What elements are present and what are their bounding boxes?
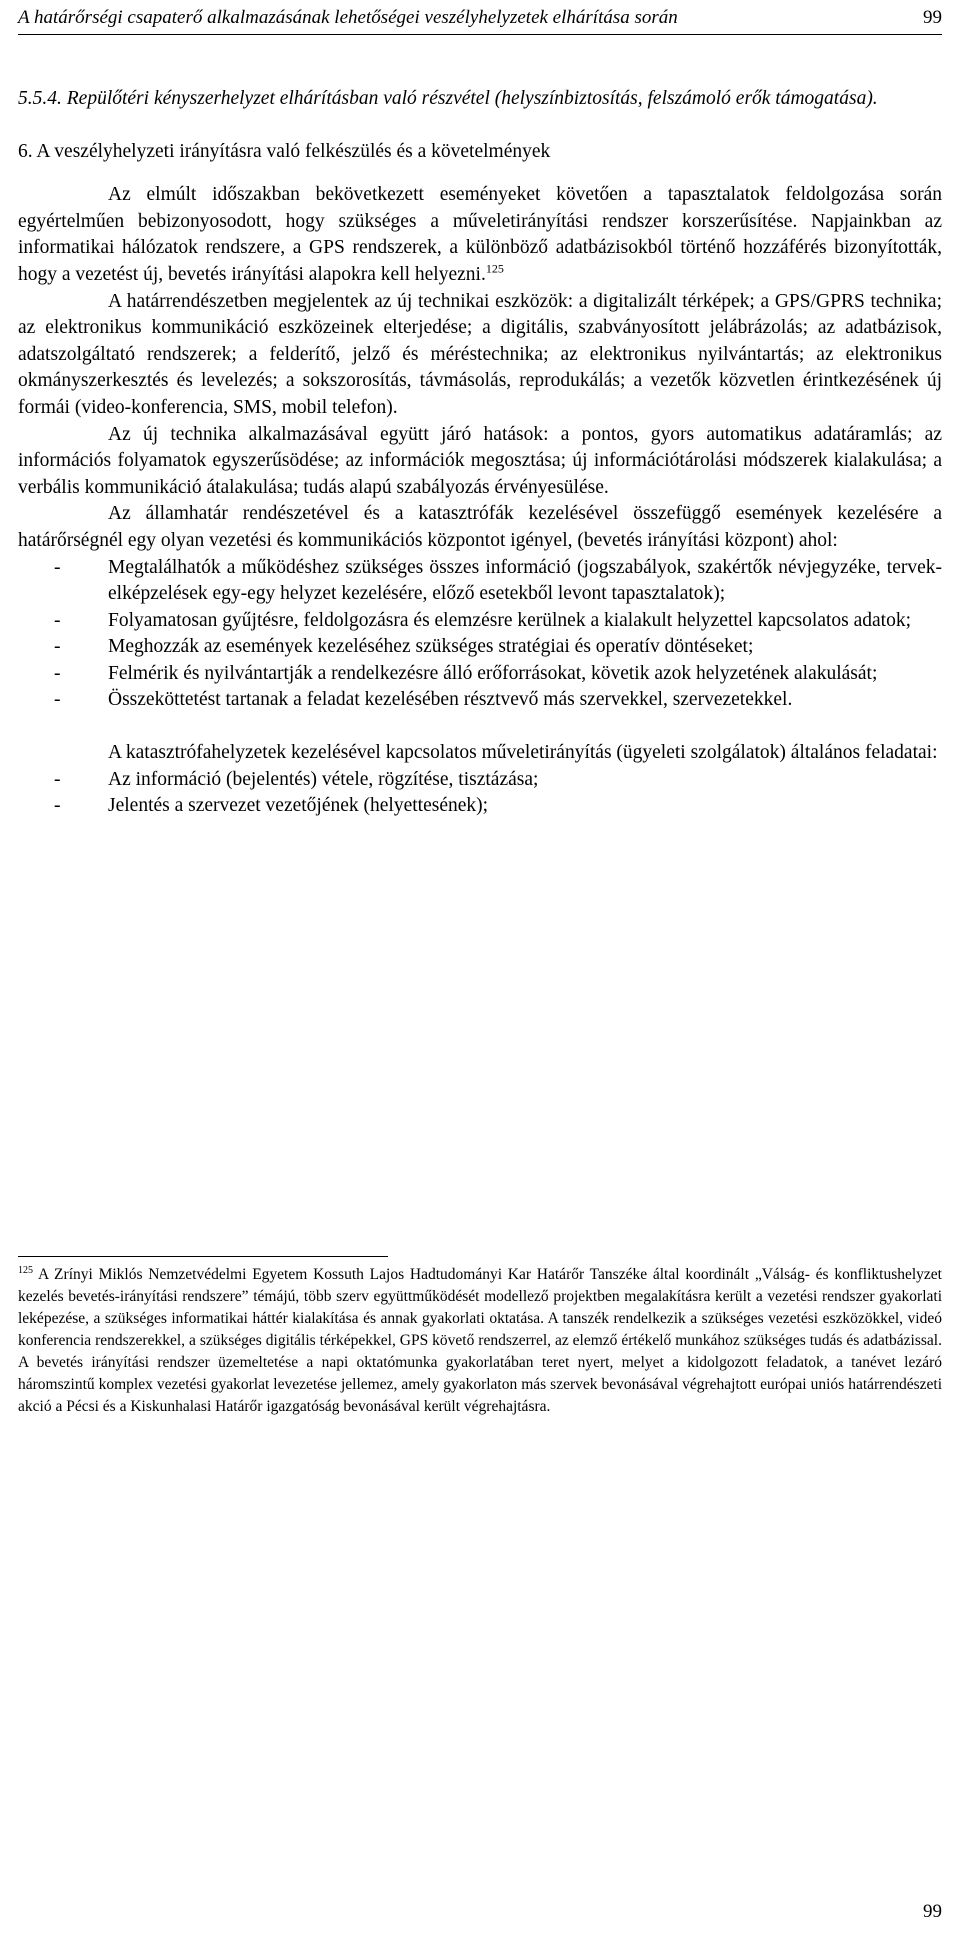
section-heading: 6. A veszélyhelyzeti irányításra való felkészülés és a követelmények	[18, 140, 551, 162]
list-item-text: Felmérik és nyilvántartják a rendelkezésre álló erőforrásokat, követik azok helyzetének alakulását;	[108, 662, 878, 684]
subsection-heading: 5.5.4. Repülőtéri kényszerhelyzet elhárításban való részvétel (helyszínbiztosítás, felszámoló erők támogatása).	[18, 88, 878, 109]
list-item	[18, 555, 942, 608]
requirements-list	[18, 555, 942, 715]
list-item	[18, 661, 942, 688]
paragraph-4: Az államhatár rendészetével és a katasztrófák kezelésével összefüggő események kezelésére a határőrségnél egy olyan vezetési és kommunikációs központot igényel, (bevetés irányítási központ) ahol:	[18, 503, 942, 551]
bullet-dash: -	[54, 795, 61, 817]
paragraph-spacer	[18, 714, 942, 740]
list-item-text: Folyamatosan gyűjtésre, feldolgozásra és elemzésre kerülnek a kialakult helyzettel kapcsolatos adatok;	[108, 609, 911, 631]
list-item	[18, 687, 942, 714]
bullet-dash: -	[54, 768, 61, 790]
page-number: 99	[923, 1901, 942, 1922]
bullet-dash: -	[54, 662, 61, 684]
body-text	[18, 86, 942, 820]
running-title: A határőrségi csapaterő alkalmazásának lehetőségei veszélyhelyzetek elhárítása során	[18, 7, 678, 28]
running-header	[18, 4, 942, 35]
paragraph-5: A katasztrófahelyzetek kezelésével kapcsolatos műveletirányítás (ügyeleti szolgálatok) általános feladatai:	[108, 742, 938, 764]
bullet-dash: -	[54, 636, 61, 658]
paragraph-1-text: Az elmúlt időszakban bekövetkezett eseményeket követően a tapasztalatok feldolgozása során egyértelműen bebizonyosodott, hogy szükséges a műveletirányítási rendszer korszerűsítése. Napjainkban az informatikai hálózatok rendszere, a GPS rendszerek, a különböző adatbázisokból történő hozzáférés bizonyították, hogy a vezetést új, bevetés irányítási alapokra kell helyezni.	[18, 184, 942, 285]
bullet-dash: -	[54, 556, 61, 578]
list-item	[18, 793, 942, 820]
list-item-text: Jelentés a szervezet vezetőjének (helyettesének);	[108, 795, 489, 817]
list-item	[18, 767, 942, 794]
list-item-text: Meghozzák az események kezeléséhez szükséges stratégiai és operatív döntéseket;	[108, 636, 754, 658]
footnote-reference[interactable]: 125	[485, 261, 504, 276]
paragraph-3: Az új technika alkalmazásával együtt járó hatások: a pontos, gyors automatikus adatáramlás; az információs folyamatok egyszerűsödése; az információk megosztása; új információtárolási módszerek kialakulása; a verbális kommunikáció átalakulása; tudás alapú szabályozás érvényesülése.	[18, 423, 942, 498]
list-item-text: Megtalálhatók a működéshez szükséges összes információ (jogszabályok, szakértők névjegyzéke, tervek-elképzelések egy-egy helyzet kezelésére, előző esetekből levont tapasztalatok);	[108, 556, 942, 605]
list-item	[18, 608, 942, 635]
footnote-text: A Zrínyi Miklós Nemzetvédelmi Egyetem Kossuth Lajos Hadtudományi Kar Határőr Tanszéke által koordinált „Válság- és konfliktushelyzet kezelés bevetés-irányítási rendszere” témájú, több szerv együttműködését modellező projektben megalakításra került a vezetési rendszer gyakorlati leképezése, a szükséges informatikai háttér kialakítása és annak gyakorlati oktatása. A tanszék rendelkezik a szükséges vezetési eszközökkel, videó konferencia rendszerekkel, a szükséges digitális térképekkel, GPS követő rendszerrel, az elemző értékelő munkához szükséges tudás és adatbázissal. A bevetés irányítási rendszer üzemeltetése a napi oktatómunka gyakorlatában teret nyert, melyet a kidolgozott feladatok, a tanévet lezáró háromszintű komplex vezetési gyakorlat levezetése jellemez, amely gyakorlaton más szervek bevonásával végrehajtott európai uniós határrendészeti akció a Pécsi és a Kiskunhalasi Határőr igazgatóság bevonásával került végrehajtásra.	[18, 1266, 942, 1415]
bullet-dash: -	[54, 609, 61, 631]
paragraph-2: A határrendészetben megjelentek az új technikai eszközök: a digitalizált térképek; a GPS/GPRS technika; az elektronikus kommunikáció eszközeinek elterjedése; a digitális, szabványosított jelábrázolás; az adatbázisok, adatszolgáltató rendszerek; a felderítő, jelző és méréstechnika; az elektronikus nyilvántartás; az elektronikus okmányszerkesztés és levelezés; a sokszorosítás, távmásolás, reprodukálás; a vezetők közvetlen érintkezésének új formái (video-konferencia, SMS, mobil telefon).	[18, 290, 942, 418]
footnote-separator	[18, 1256, 388, 1257]
list-item	[18, 634, 942, 661]
list-item-text: Az információ (bejelentés) vétele, rögzítése, tisztázása;	[108, 768, 539, 790]
paragraph-1	[18, 182, 942, 288]
footnote	[18, 1264, 942, 1418]
footnote-marker: 125	[18, 1264, 33, 1276]
header-page-number: 99	[923, 7, 942, 28]
tasks-list	[18, 767, 942, 820]
list-item-text: Összeköttetést tartanak a feladat kezelésében résztvevő más szervekkel, szervezetekkel.	[108, 689, 793, 711]
bullet-dash: -	[54, 689, 61, 711]
